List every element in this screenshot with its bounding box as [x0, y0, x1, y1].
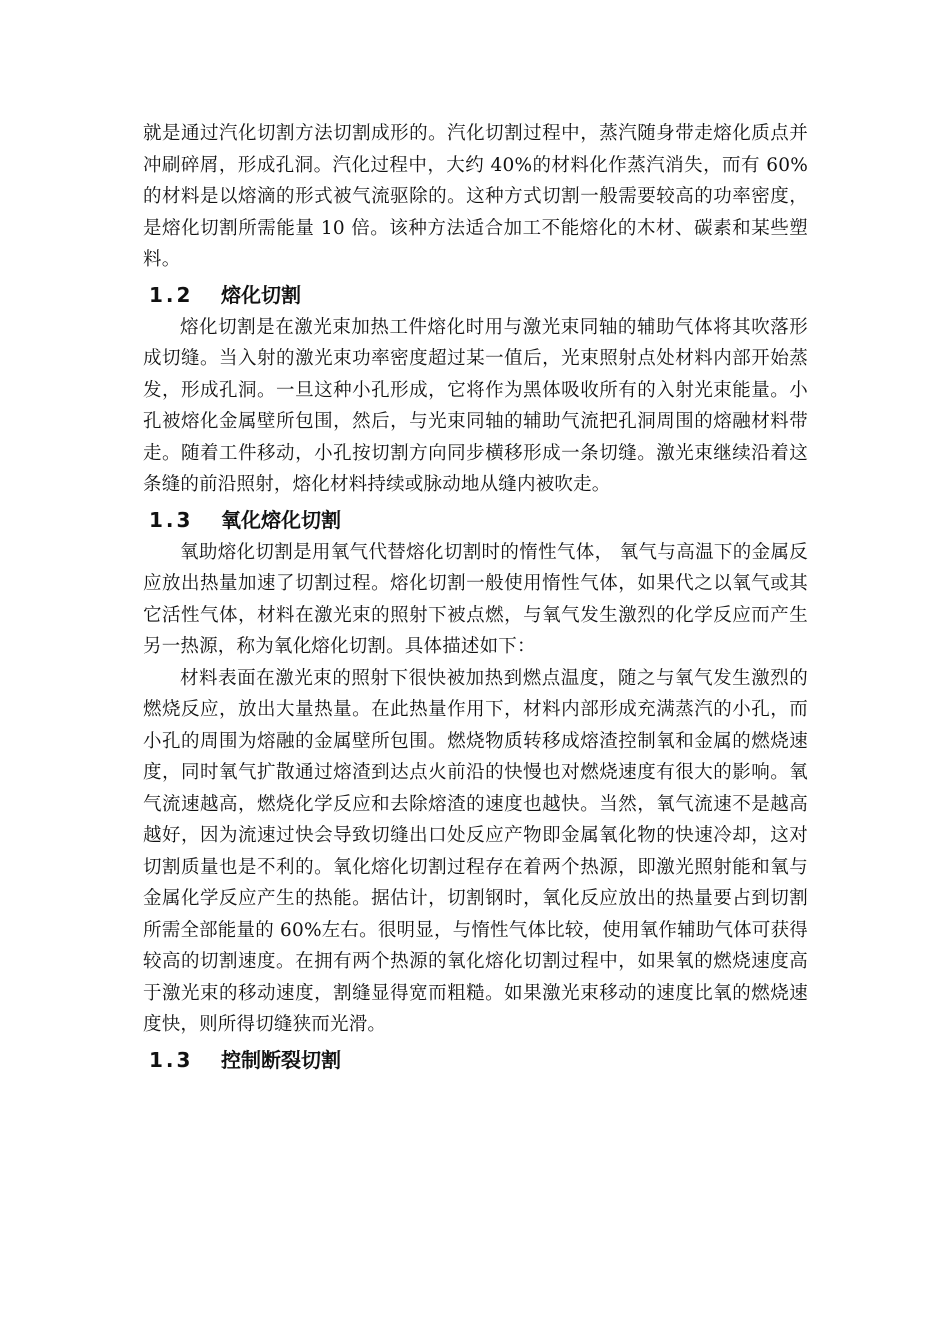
section-number: 1.3 — [149, 1047, 194, 1072]
section-title: 熔化切割 — [221, 282, 301, 307]
section-heading-1-3-oxidation — [143, 505, 808, 535]
section-heading-1-2 — [143, 280, 808, 310]
document-page — [143, 118, 808, 1077]
section-title: 控制断裂切割 — [221, 1047, 341, 1072]
section-1-3-paragraph-2: 材料表面在激光束的照射下很快被加热到燃点温度，随之与氧气发生激烈的燃烧反应，放出大量热量。在此热量作用下，材料内部形成充满蒸汽的小孔，而小孔的周围为熔融的金属壁所包围。燃烧物质转移成熔渣控制氧和金属的燃烧速度，同时氧气扩散通过熔渣到达点火前沿的快慢也对燃烧速度有很大的影响。氧气流速越高，燃烧化学反应和去除熔渣的速度也越快。当然，氧气流速不是越高越好，因为流速过快会导致切缝出口处反应产物即金属氧化物的快速冷却，这对切割质量也是不利的。氧化熔化切割过程存在着两个热源，即激光照射能和氧与金属化学反应产生的热能。据估计，切割钢时，氧化反应放出的热量要占到切割所需全部能量的 60%左右。很明显，与惰性气体比较，使用氧作辅助气体可获得较高的切割速度。在拥有两个热源的氧化熔化切割过程中，如果氧的燃烧速度高于激光束的移动速度，割缝显得宽而粗糙。如果激光束移动的速度比氧的燃烧速度快，则所得切缝狭而光滑。 — [143, 667, 808, 1035]
section-1-2-paragraph: 熔化切割是在激光束加热工件熔化时用与激光束同轴的辅助气体将其吹落形成切缝。当入射的激光束功率密度超过某一值后，光束照射点处材料内部开始蒸发，形成孔洞。一旦这种小孔形成，它将作为黑体吸收所有的入射光束能量。小孔被熔化金属壁所包围，然后，与光束同轴的辅助气流把孔洞周围的熔融材料带走。随着工件移动，小孔按切割方向同步横移形成一条切缝。激光束继续沿着这条缝的前沿照射，熔化材料持续或脉动地从缝内被吹走。 — [143, 316, 808, 495]
section-number: 1.2 — [149, 282, 194, 307]
section-heading-1-3-fracture — [143, 1045, 808, 1075]
section-title: 氧化熔化切割 — [221, 507, 341, 532]
section-number: 1.3 — [149, 507, 194, 532]
section-1-3-paragraph-1: 氧助熔化切割是用氧气代替熔化切割时的惰性气体， 氧气与高温下的金属反应放出热量加速了切割过程。熔化切割一般使用惰性气体，如果代之以氧气或其它活性气体，材料在激光束的照射下被点燃，与氧气发生激烈的化学反应而产生另一热源，称为氧化熔化切割。具体描述如下： — [143, 541, 808, 657]
intro-paragraph: 就是通过汽化切割方法切割成形的。汽化切割过程中，蒸汽随身带走熔化质点并冲刷碎屑，形成孔洞。汽化过程中，大约 40%的材料化作蒸汽消失，而有 60%的材料是以熔滴的形式被气流驱除的。这种方式切割一般需要较高的功率密度， 是熔化切割所需能量 10 倍。该种方法适合加工不能熔化的木材、碳素和某些塑料。 — [143, 123, 808, 270]
